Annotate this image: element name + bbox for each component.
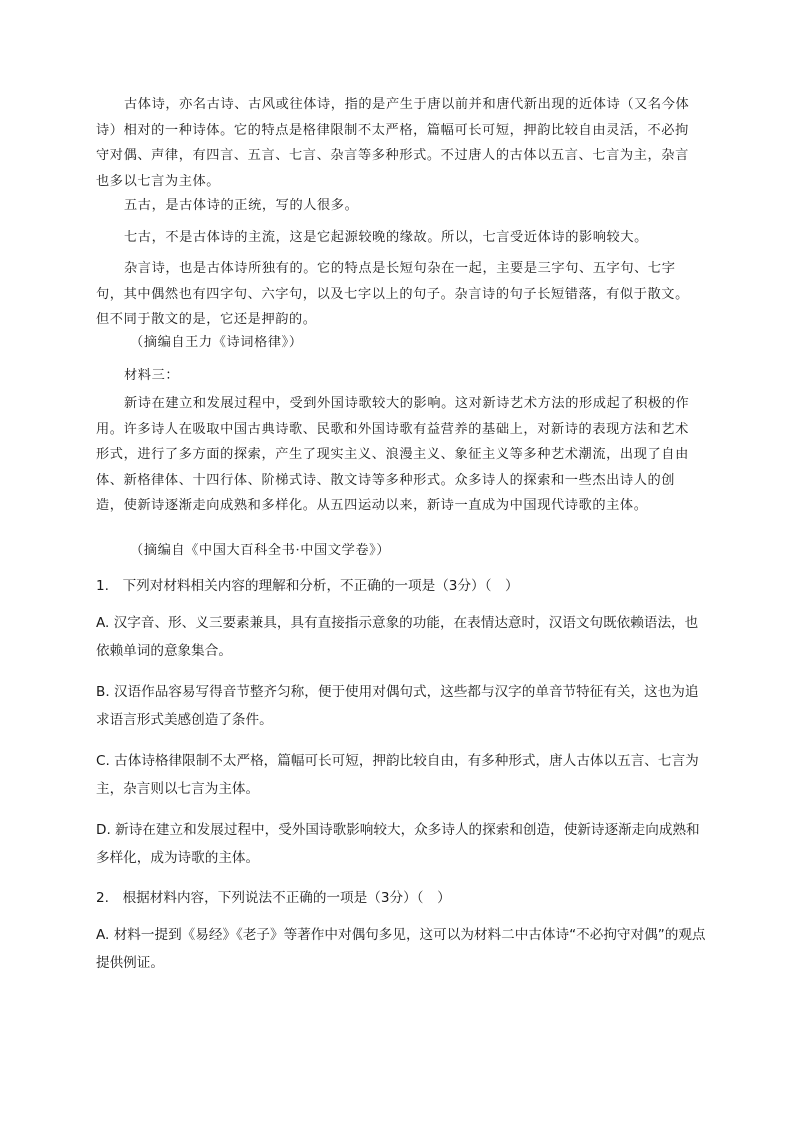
question-1-option-c: C. 古体诗格律限制不太严格，篇幅可长可短，押韵比较自由，有多种形式，唐人古体以五言、七言为主，杂言则以七言为主体。 (96, 753, 699, 797)
question-2-option-a: A. 材料一提到《易经》《老子》等著作中对偶句多见，这可以为材料二中古体诗“不必拘守对偶”的观点提供例证。 (96, 927, 706, 971)
question-1-option-a: A. 汉字音、形、义三要素兼具，具有直接指示意象的功能，在表情达意时，汉语文句既依赖语法，也依赖单词的意象集合。 (96, 615, 699, 659)
source-citation-encyclopedia: （摘编自《中国大百科全书·中国文学卷》） (130, 543, 391, 558)
passage-paragraph-wugu: 五古，是古体诗的正统，写的人很多。 (124, 198, 359, 213)
passage-paragraph-gutishi: 古体诗，亦名古诗、古风或往体诗，指的是产生于唐以前并和唐代新出现的近体诗（又名今体诗）相对的一种诗体。它的特点是格律限制不太严格，篇幅可长可短，押韵比较自由灵活，不必拘守对偶、声律，有四言、五言、七言、杂言等多种形式。不过唐人的古体以五言、七言为主，杂言也多以七言为主体。 (96, 97, 690, 189)
material-three-heading: 材料三： (124, 368, 180, 383)
question-1-stem: 1. 下列对材料相关内容的理解和分析，不正确的一项是（3分）（ ） (96, 578, 519, 594)
question-1-option-d: D. 新诗在建立和发展过程中，受外国诗歌影响较大，众多诗人的探索和创造，使新诗逐渐走向成熟和多样化，成为诗歌的主体。 (96, 822, 700, 866)
question-1-option-b: B. 汉语作品容易写得音节整齐匀称，便于使用对偶句式，这些都与汉字的单音节特征有关，这也为追求语言形式美感创造了条件。 (96, 684, 699, 728)
source-citation-wangli: （摘编自王力《诗词格律》） (130, 335, 303, 350)
passage-paragraph-xinshi: 新诗在建立和发展过程中，受到外国诗歌较大的影响。这对新诗艺术方法的形成起了积极的作用。许多诗人在吸取中国古典诗歌、民歌和外国诗歌有益营养的基础上，对新诗的表现方法和艺术形式，进行了多方面的探索，产生了现实主义、浪漫主义、象征主义等多种艺术潮流，出现了自由体、新格律体、十四行体、阶梯式诗、散文诗等多种形式。众多诗人的探索和一些杰出诗人的创造，使新诗逐渐走向成熟和多样化。从五四运动以来，新诗一直成为中国现代诗歌的主体。 (96, 396, 690, 513)
passage-paragraph-zayan: 杂言诗，也是古体诗所独有的。它的特点是长短句杂在一起，主要是三字句、五字句、七字句，其中偶然也有四字句、六字句，以及七字以上的句子。杂言诗的句子长短错落，有似于散文。但不同于散文的是，它还是押韵的。 (96, 261, 689, 327)
passage-paragraph-qigu: 七古，不是古体诗的主流，这是它起源较晚的缘故。所以，七言受近体诗的影响较大。 (124, 230, 648, 245)
question-2-stem: 2. 根据材料内容，下列说法不正确的一项是（3分）（ ） (96, 890, 451, 906)
